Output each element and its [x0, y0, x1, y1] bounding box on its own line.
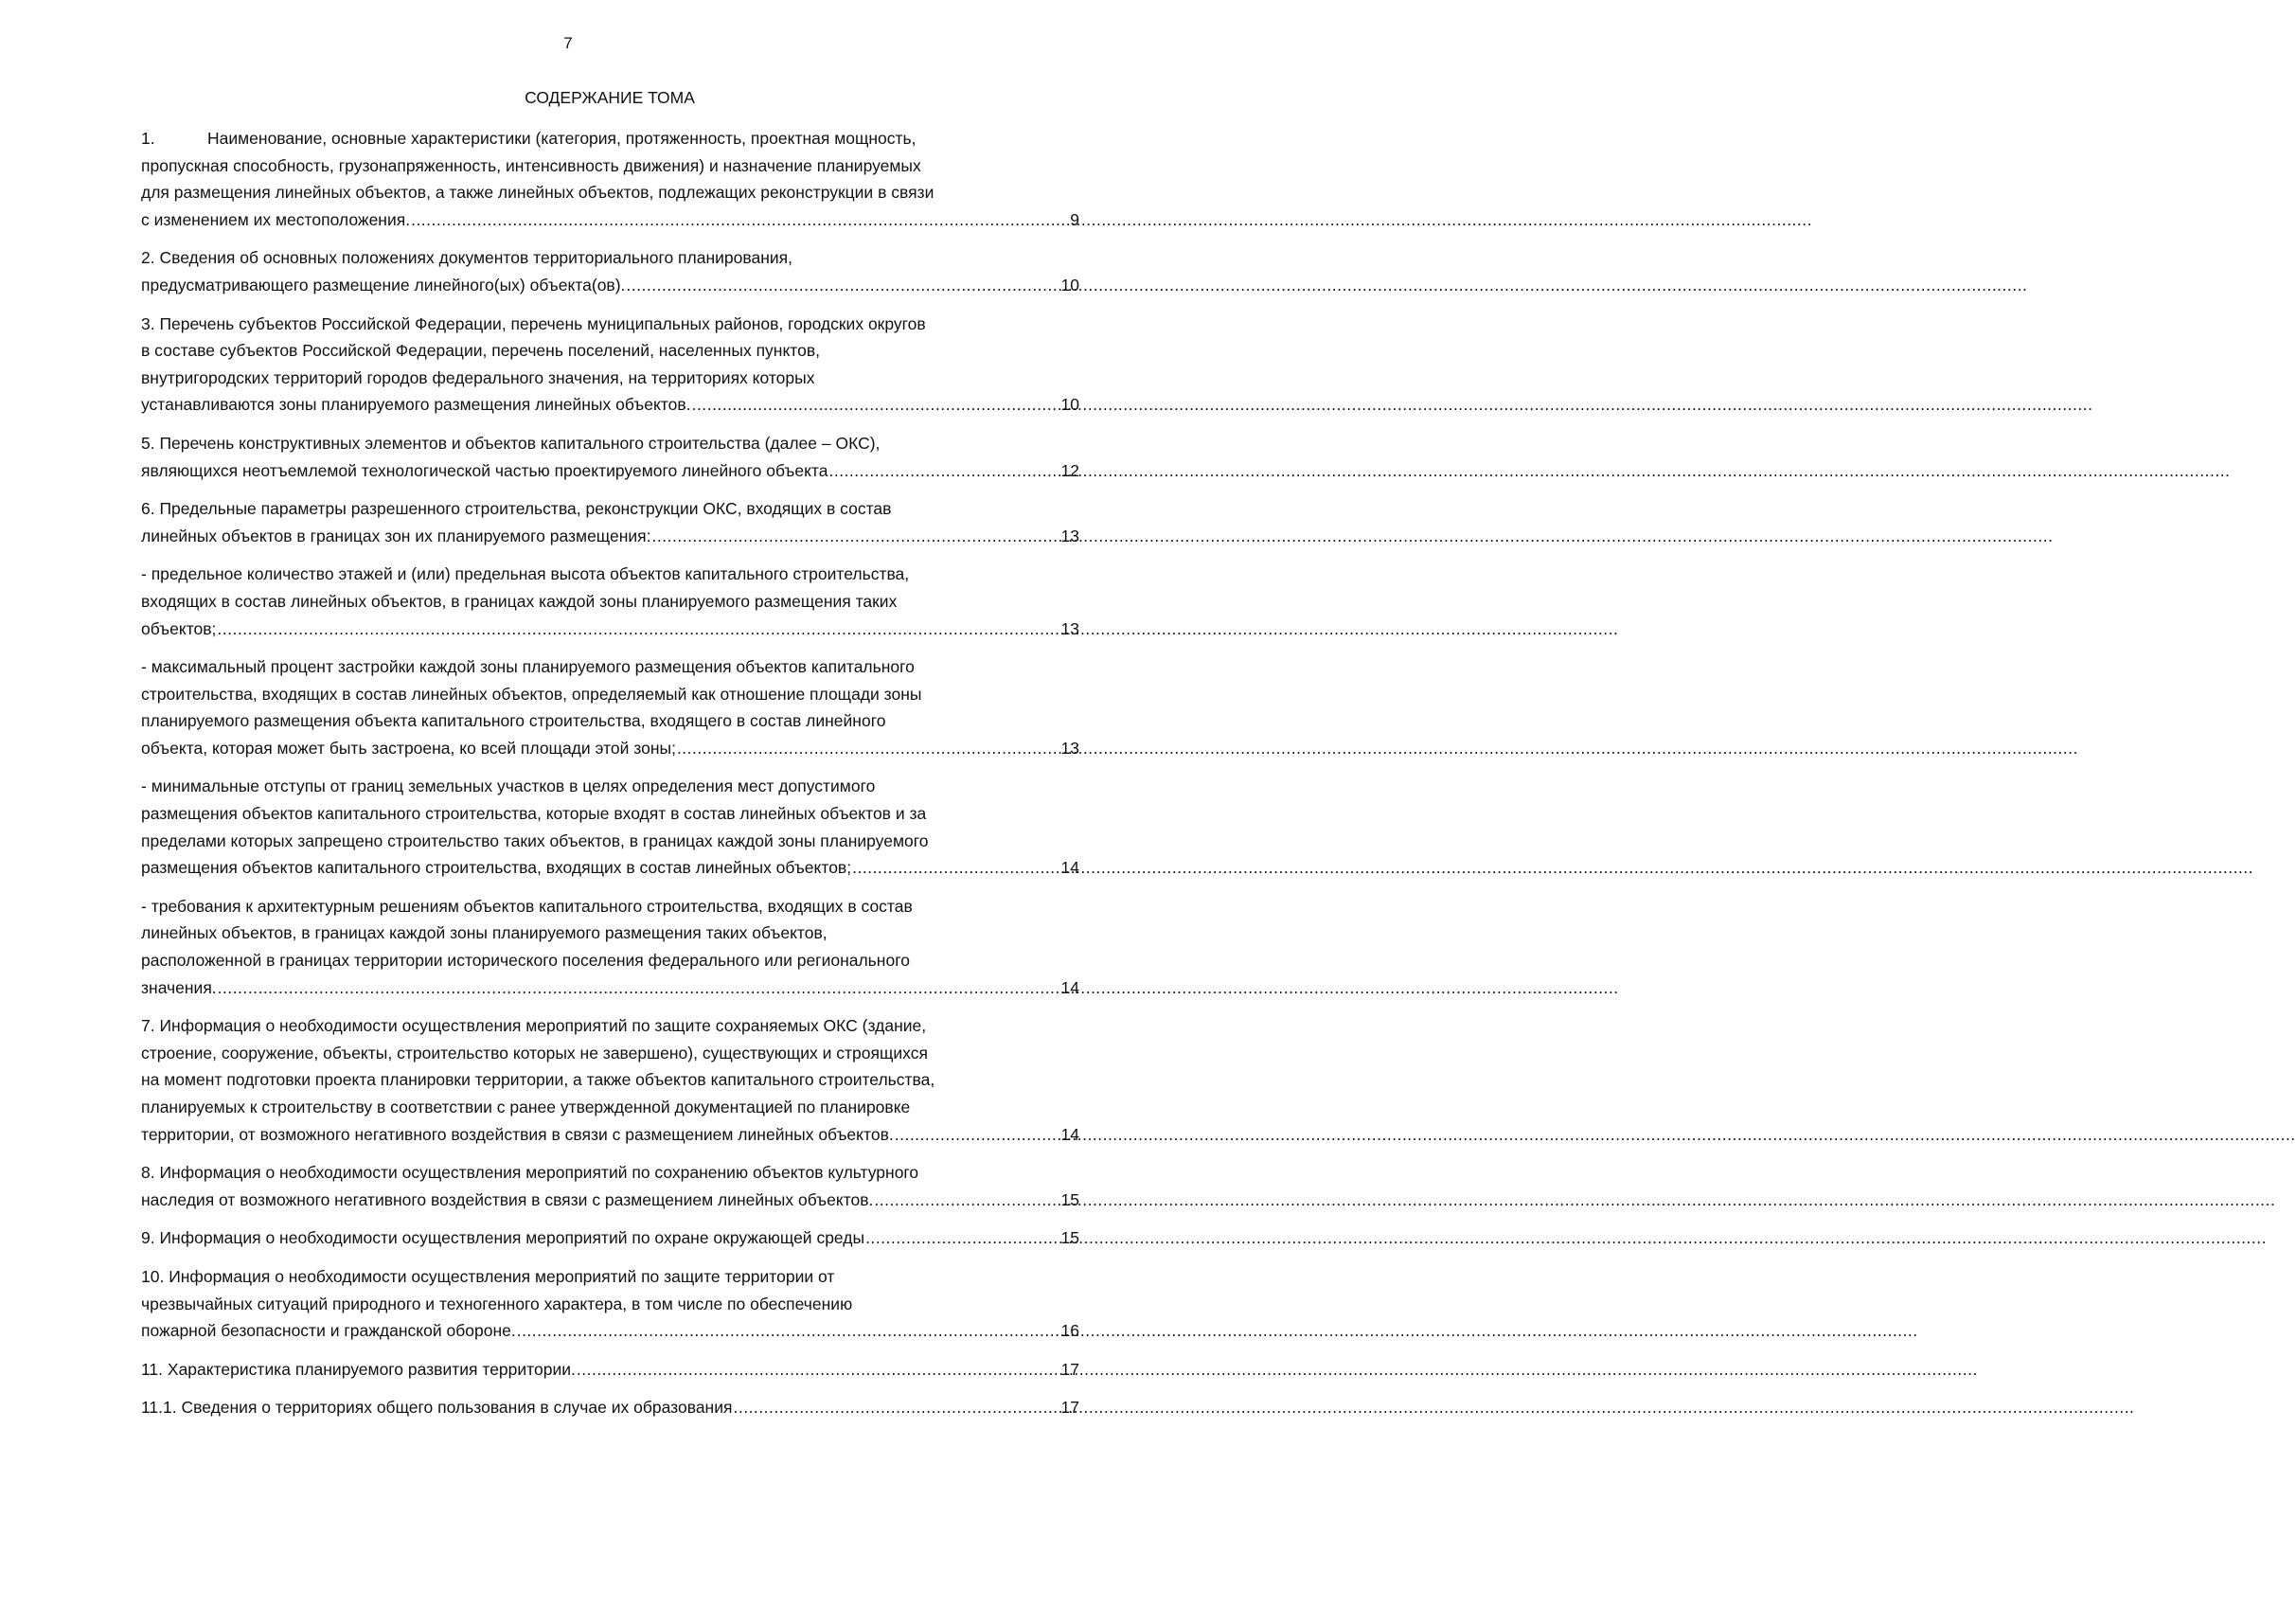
toc-entry-line — [141, 1012, 1079, 1040]
toc-entry-line — [141, 1263, 1079, 1291]
toc-entry-text: с изменением их местоположения. — [141, 209, 411, 229]
toc-entry-text: 9. Информация о необходимости осуществления мероприятий по охране окружающей среды — [141, 1228, 865, 1248]
toc-entry-text: в составе субъектов Российской Федерации, перечень поселений, населенных пунктов, — [141, 341, 821, 361]
toc-entry-last-line — [141, 1394, 1079, 1421]
toc-entry-text: территории, от возможного негативного воздействия в связи с размещением линейных объектов. — [141, 1124, 894, 1144]
toc-entry-text: предусматривающего размещение линейного(ых) объекта(ов). — [141, 275, 626, 295]
toc-entry-last-line — [141, 523, 1079, 550]
toc-entry-text: линейных объектов, в границах каждой зоны планируемого размещения таких объектов, — [141, 923, 828, 943]
toc-entry-text: 10. Информация о необходимости осуществления мероприятий по защите территории от — [141, 1266, 835, 1286]
toc-entry-last-line — [141, 735, 1079, 762]
toc-entry-last-line — [141, 974, 1079, 1002]
toc-entry[interactable] — [141, 561, 1079, 642]
toc-entry-text: 5. Перечень конструктивных элементов и объектов капитального строительства (далее – ОКС), — [141, 433, 881, 453]
toc-entry-text: линейных объектов в границах зон их планируемого размещения: — [141, 526, 651, 545]
toc-entry-text: размещения объектов капитального строительства, которые входят в состав линейных объектов и за — [141, 804, 927, 824]
table-of-contents — [141, 125, 1079, 1433]
toc-entry-line — [141, 1066, 1079, 1094]
toc-entry-text: пожарной безопасности и гражданской обороне. — [141, 1321, 516, 1341]
toc-entry-line — [141, 337, 1079, 365]
toc-entry-text: 3. Перечень субъектов Российской Федерации, перечень муниципальных районов, городских округов — [141, 313, 926, 333]
toc-entry-line — [141, 800, 1079, 828]
toc-entry[interactable] — [141, 430, 1079, 484]
toc-entry-line — [141, 1159, 1079, 1187]
toc-entry-line — [141, 495, 1079, 523]
toc-entry-text: - предельное количество этажей и (или) предельная высота объектов капитального строительства, — [141, 564, 910, 584]
toc-entry-line — [141, 365, 1079, 392]
dot-leader — [828, 457, 1059, 485]
toc-entry[interactable] — [141, 1159, 1079, 1213]
toc-entry-last-line — [141, 1317, 1079, 1345]
toc-entry-line — [141, 1094, 1079, 1121]
toc-entry-text: 11. Характеристика планируемого развития территории. — [141, 1359, 576, 1379]
dot-leader — [517, 1317, 1060, 1345]
toc-entry-last-line — [141, 272, 1079, 299]
dot-leader — [626, 272, 1059, 299]
toc-page-number[interactable]: 9 — [1070, 209, 1079, 229]
toc-entry-text: размещения объектов капитального строительства, входящих в состав линейных объектов; — [141, 858, 852, 878]
dot-leader — [652, 523, 1060, 550]
toc-entry-line — [141, 893, 1079, 920]
toc-entry-last-line — [141, 1187, 1079, 1214]
toc-entry[interactable] — [141, 1263, 1079, 1345]
toc-page-number[interactable]: 13 — [1060, 526, 1079, 545]
dot-leader — [677, 735, 1060, 762]
toc-entry-text: наследия от возможного негативного воздействия в связи с размещением линейных объектов. — [141, 1189, 874, 1209]
toc-entry-last-line — [141, 457, 1079, 485]
toc-entry-line — [141, 561, 1079, 588]
dot-leader — [895, 1121, 1060, 1149]
toc-entry-text: 6. Предельные параметры разрешенного строительства, реконструкции ОКС, входящих в состав — [141, 499, 892, 519]
toc-entry-last-line — [141, 391, 1079, 419]
toc-entry-last-line — [141, 854, 1079, 882]
toc-entry[interactable] — [141, 773, 1079, 881]
toc-entry-text: планируемого размещения объекта капитального строительства, входящего в состав линейного — [141, 711, 886, 731]
toc-entry-line — [141, 588, 1079, 616]
toc-entry[interactable] — [141, 495, 1079, 549]
toc-entry-text: объектов; — [141, 618, 217, 638]
toc-entry[interactable] — [141, 244, 1079, 298]
dot-leader — [411, 206, 1069, 234]
toc-entry-text: значения. — [141, 977, 217, 997]
dot-leader — [217, 616, 1059, 643]
toc-entry-text: чрезвычайных ситуаций природного и техногенного характера, в том числе по обеспечению — [141, 1294, 853, 1313]
dot-leader — [692, 391, 1060, 419]
toc-entry-line — [141, 773, 1079, 800]
toc-entry-last-line — [141, 1356, 1079, 1384]
toc-page-number[interactable]: 14 — [1060, 858, 1079, 878]
toc-entry-text: внутригородских территорий городов федерального значения, на территориях которых — [141, 367, 815, 387]
toc-entry[interactable] — [141, 1012, 1079, 1148]
toc-entry-line — [141, 947, 1079, 974]
toc-entry-last-line — [141, 616, 1079, 643]
toc-entry-line — [141, 920, 1079, 947]
toc-entry-line — [141, 244, 1079, 272]
toc-entry-text: - максимальный процент застройки каждой зоны планируемого размещения объектов капитального — [141, 657, 915, 677]
toc-entry-text: для размещения линейных объектов, а также линейных объектов, подлежащих реконструкции в связи — [141, 183, 934, 203]
toc-entry-text: строительства, входящих в состав линейных объектов, определяемый как отношение площади зоны — [141, 684, 922, 704]
toc-page-number[interactable]: 15 — [1060, 1189, 1079, 1209]
toc-entry-line — [141, 828, 1079, 855]
toc-entry-last-line — [141, 206, 1079, 234]
toc-title: СОДЕРЖАНИЕ ТОМА — [525, 88, 695, 107]
toc-entry-text: расположенной в границах территории исторического поселения федерального или регионального — [141, 951, 910, 971]
dot-leader — [577, 1356, 1060, 1384]
toc-entry-text: 2. Сведения об основных положениях документов территориального планирования, — [141, 248, 792, 268]
dot-leader — [218, 974, 1060, 1002]
toc-page-number[interactable]: 13 — [1060, 738, 1079, 758]
toc-entry-text: устанавливаются зоны планируемого размещения линейных объектов. — [141, 395, 691, 415]
toc-entry-last-line — [141, 1121, 1079, 1149]
toc-page-number[interactable]: 10 — [1060, 275, 1079, 295]
toc-entry-line — [141, 1040, 1079, 1067]
toc-page-number[interactable]: 17 — [1060, 1359, 1079, 1379]
toc-entry-line — [141, 311, 1079, 338]
toc-entry-line — [141, 707, 1079, 735]
toc-entry-last-line — [141, 1224, 1079, 1252]
toc-page-number[interactable]: 17 — [1060, 1398, 1079, 1418]
toc-entry[interactable] — [141, 1224, 1079, 1252]
toc-entry-text: строение, сооружение, объекты, строительство которых не завершено), существующих и строящихся — [141, 1043, 928, 1062]
toc-entry-text: планируемых к строительству в соответствии с ранее утвержденной документацией по планировке — [141, 1098, 911, 1116]
toc-entry-text: 11.1. Сведения о территориях общего пользования в случае их образования — [141, 1398, 733, 1418]
dot-leader — [874, 1187, 1059, 1214]
toc-entry-text: пределами которых запрещено строительство таких объектов, в границах каждой зоны планируемого — [141, 830, 929, 850]
toc-entry[interactable] — [141, 653, 1079, 761]
toc-entry-line — [141, 152, 1079, 180]
toc-entry-text: входящих в состав линейных объектов, в границах каждой зоны планируемого размещения таких — [141, 591, 898, 611]
toc-entry[interactable] — [141, 1394, 1079, 1421]
toc-entry-text: пропускная способность, грузонапряженность, интенсивность движения) и назначение планируемых — [141, 155, 921, 175]
toc-page-number[interactable]: 14 — [1060, 977, 1079, 997]
toc-entry[interactable] — [141, 125, 1079, 233]
toc-entry-line — [141, 681, 1079, 708]
toc-entry-line — [141, 125, 1079, 152]
toc-entry-line — [141, 179, 1079, 206]
toc-entry-text: - требования к архитектурным решениям объектов капитального строительства, входящих в состав — [141, 896, 913, 916]
dot-leader — [865, 1224, 1059, 1252]
toc-entry-text: на момент подготовки проекта планировки территории, а также объектов капитального строительства, — [141, 1070, 935, 1090]
toc-entry-text: являющихся неотъемлемой технологической частью проектируемого линейного объекта — [141, 460, 828, 480]
toc-entry-text: - минимальные отступы от границ земельных участков в целях определения мест допустимого — [141, 777, 876, 796]
page-number: 7 — [563, 34, 573, 52]
toc-entry-text: 7. Информация о необходимости осуществления мероприятий по защите сохраняемых ОКС (здание, — [141, 1016, 927, 1036]
dot-leader — [733, 1394, 1059, 1421]
toc-entry[interactable] — [141, 893, 1079, 1001]
toc-page-number[interactable]: 14 — [1060, 1124, 1079, 1144]
toc-entry-text: Наименование, основные характеристики (категория, протяженность, проектная мощность, — [207, 129, 917, 148]
toc-page-number[interactable]: 12 — [1060, 460, 1079, 480]
toc-entry-line — [141, 430, 1079, 457]
toc-page-number[interactable]: 13 — [1060, 618, 1079, 638]
toc-entry[interactable] — [141, 1356, 1079, 1384]
toc-entry-text: 8. Информация о необходимости осуществления мероприятий по сохранению объектов культурного — [141, 1163, 919, 1183]
toc-page-number[interactable]: 10 — [1060, 395, 1079, 415]
dot-leader — [852, 854, 1059, 882]
toc-page-number[interactable]: 15 — [1060, 1228, 1079, 1248]
toc-entry-text: объекта, которая может быть застроена, ко всей площади этой зоны; — [141, 738, 676, 758]
toc-entry-line — [141, 1291, 1079, 1318]
toc-page-number[interactable]: 16 — [1060, 1321, 1079, 1341]
toc-entry-line — [141, 653, 1079, 681]
toc-entry[interactable] — [141, 311, 1079, 419]
toc-entry-number: 1. — [141, 129, 155, 148]
